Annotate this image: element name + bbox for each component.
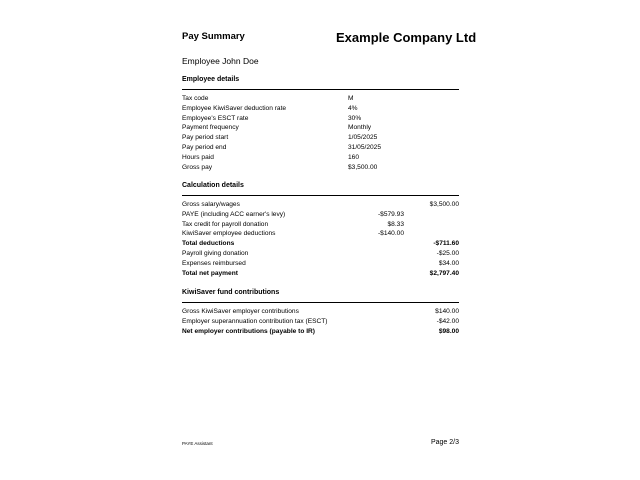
- row-label: Total deductions: [182, 240, 235, 248]
- section-divider: [182, 89, 459, 90]
- calculation-details-title: Calculation details: [182, 182, 244, 189]
- row-value: 160: [348, 153, 360, 161]
- table-row: [182, 163, 459, 173]
- row-value: 1/05/2025: [348, 134, 378, 142]
- table-row: [182, 269, 459, 279]
- table-row: [182, 327, 459, 337]
- row-amount: $34.00: [438, 259, 459, 267]
- row-amount: $2,797.40: [429, 269, 459, 277]
- row-amount: $140.00: [435, 308, 459, 315]
- company-name: Example Company Ltd: [336, 30, 477, 45]
- row-label: Employer superannuation contribution tax (ESCT): [182, 318, 328, 325]
- table-row: [182, 123, 459, 133]
- row-label: Gross KiwiSaver employer contributions: [182, 308, 299, 315]
- row-value: Monthly: [348, 124, 372, 132]
- table-row: [182, 133, 459, 143]
- table-row: [182, 239, 459, 249]
- row-label: Tax code: [182, 95, 209, 102]
- footer-app-name: PAYE Assistant: [182, 441, 213, 446]
- row-label: Gross salary/wages: [182, 201, 240, 208]
- row-label: Expenses reimbursed: [182, 259, 246, 267]
- row-label: Employee KiwiSaver deduction rate: [182, 104, 287, 112]
- row-subamount: $8.33: [387, 220, 404, 228]
- row-amount: $98.00: [438, 328, 459, 335]
- row-label: Net employer contributions (payable to IR): [182, 328, 315, 335]
- employee-details-title: Employee details: [182, 76, 240, 83]
- row-label: Tax credit for payroll donation: [182, 220, 269, 228]
- table-row: [182, 249, 459, 259]
- table-row: [182, 210, 459, 220]
- row-label: Payroll giving donation: [182, 250, 249, 257]
- table-row: [182, 153, 459, 163]
- row-label: Pay period start: [182, 134, 229, 142]
- table-row: [182, 114, 459, 124]
- row-amount: -$711.60: [433, 240, 459, 248]
- row-value: 31/05/2025: [348, 144, 382, 151]
- page-number: Page 2/3: [430, 439, 459, 446]
- table-row: [182, 220, 459, 230]
- row-label: KiwiSaver employee deductions: [182, 230, 276, 238]
- row-value: 30%: [348, 114, 362, 122]
- section-divider: [182, 195, 459, 196]
- row-value: 4%: [348, 104, 358, 112]
- row-label: Employee's ESCT rate: [182, 114, 249, 122]
- row-label: Hours paid: [182, 153, 214, 161]
- page-title: Pay Summary: [182, 31, 245, 42]
- table-row: [182, 200, 459, 210]
- section-divider: [182, 302, 459, 303]
- row-subamount: -$140.00: [377, 230, 404, 238]
- row-amount: -$42.00: [436, 318, 459, 325]
- table-row: [182, 307, 459, 317]
- row-label: Payment frequency: [182, 124, 239, 132]
- table-row: [182, 229, 459, 239]
- row-amount: -$25.00: [436, 250, 459, 257]
- table-row: [182, 143, 459, 153]
- table-row: [182, 259, 459, 269]
- kiwisaver-contributions-title: KiwiSaver fund contributions: [182, 289, 280, 296]
- row-value: M: [348, 95, 354, 102]
- row-label: Total net payment: [182, 269, 238, 277]
- employee-name: Employee John Doe: [182, 56, 259, 66]
- table-row: [182, 317, 459, 327]
- row-amount: $3,500.00: [429, 201, 459, 208]
- table-row: [182, 94, 459, 104]
- table-row: [182, 104, 459, 114]
- row-label: Pay period end: [182, 144, 227, 151]
- row-value: $3,500.00: [348, 163, 378, 171]
- row-subamount: -$579.93: [377, 210, 404, 218]
- row-label: Gross pay: [182, 163, 213, 171]
- row-label: PAYE (including ACC earner's levy): [182, 210, 286, 218]
